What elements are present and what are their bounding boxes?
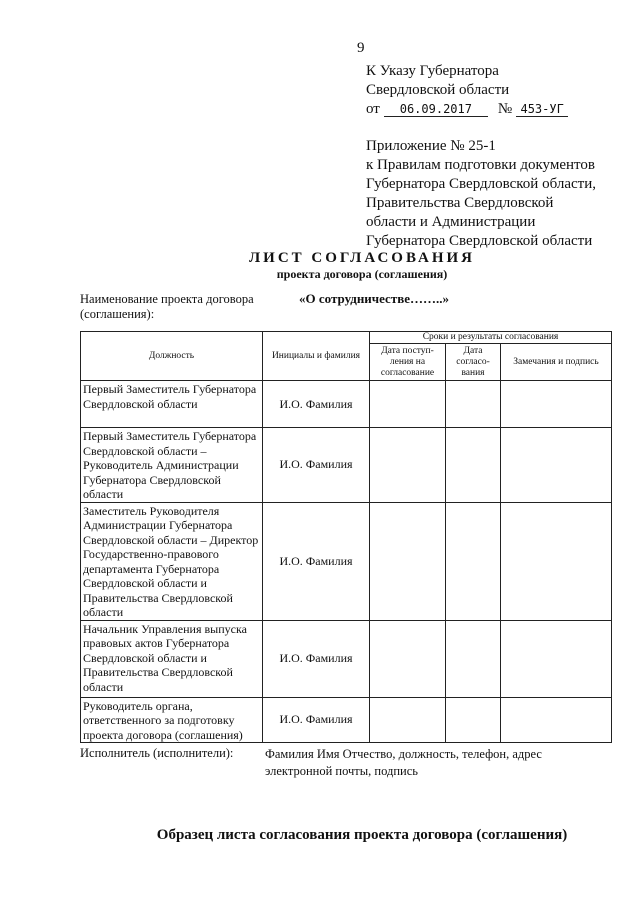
decree-date: 06.09.2017 (384, 102, 488, 117)
remarks-cell (501, 502, 612, 620)
decree-reference (366, 62, 568, 119)
appendix-line: Губернатора Свердловской области (366, 233, 593, 249)
date-approved-cell (446, 428, 501, 503)
remarks-cell (501, 697, 612, 743)
date-received-cell (370, 620, 446, 697)
initials-cell: И.О. Фамилия (263, 428, 370, 503)
header-approval-group: Сроки и результаты согласования (370, 332, 612, 344)
appendix-line: Приложение № 25-1 (366, 138, 496, 154)
project-name-value: «О сотрудничестве……..» (299, 291, 450, 306)
appendix-reference (366, 137, 596, 251)
appendix-line: к Правилам подготовки документов (366, 157, 595, 173)
initials-cell: И.О. Фамилия (263, 502, 370, 620)
date-approved-cell (446, 381, 501, 428)
appendix-line: Правительства Свердловской (366, 195, 554, 211)
position-cell: Первый Заместитель Губернатора Свердловской области (81, 381, 263, 428)
date-received-cell (370, 428, 446, 503)
decree-line-2: Свердловской области (366, 82, 510, 98)
table-header-row (81, 332, 612, 344)
date-approved-cell (446, 502, 501, 620)
appendix-line: области и Администрации (366, 214, 536, 230)
sample-caption: Образец листа согласования проекта договора (соглашения) (156, 827, 568, 843)
number-label: № (497, 101, 513, 117)
position-cell: Начальник Управления выпуска правовых актов Губернатора Свердловской области и Правительства Свердловской области (81, 620, 263, 697)
header-remarks: Замечания и подпись (501, 344, 612, 381)
ot-label: от (366, 101, 380, 117)
table-row (81, 381, 612, 428)
table-row (81, 697, 612, 743)
project-name-label (80, 292, 270, 322)
approval-table (80, 331, 612, 743)
header-initials: Инициалы и фамилия (263, 332, 370, 381)
date-received-cell (370, 381, 446, 428)
remarks-cell (501, 381, 612, 428)
document-subtitle: проекта договора (соглашения) (276, 267, 448, 281)
remarks-cell (501, 428, 612, 503)
initials-cell: И.О. Фамилия (263, 381, 370, 428)
date-received-cell (370, 502, 446, 620)
date-approved-cell (446, 620, 501, 697)
date-received-cell (370, 697, 446, 743)
page-number: 9 (357, 40, 365, 56)
initials-cell: И.О. Фамилия (263, 620, 370, 697)
appendix-line: Губернатора Свердловской области, (366, 176, 596, 192)
position-cell: Заместитель Руководителя Администрации Губернатора Свердловской области – Директор Государственно-правового департамента Губернатора Свердловской области и Правительства Свердловской области (81, 502, 263, 620)
header-position: Должность (81, 332, 263, 381)
initials-cell: И.О. Фамилия (263, 697, 370, 743)
project-name-label-text: Наименование проекта договора (соглашения): (80, 292, 254, 321)
executor-value: Фамилия Имя Отчество, должность, телефон, адрес электронной почты, подпись (265, 747, 542, 778)
header-date-approved: Дата согласо-вания (446, 344, 501, 381)
position-cell: Руководитель органа, ответственного за подготовку проекта договора (соглашения) (81, 697, 263, 743)
executor-label: Исполнитель (исполнители): (80, 746, 234, 760)
table-row (81, 502, 612, 620)
table-row (81, 428, 612, 503)
table-row (81, 620, 612, 697)
decree-date-line (366, 100, 568, 119)
remarks-cell (501, 620, 612, 697)
position-cell: Первый Заместитель Губернатора Свердловской области – Руководитель Администрации Губернатора Свердловской области (81, 428, 263, 503)
document-title: ЛИСТ СОГЛАСОВАНИЯ (248, 250, 476, 266)
date-approved-cell (446, 697, 501, 743)
decree-number: 453-УГ (516, 102, 568, 117)
decree-line-1: К Указу Губернатора (366, 63, 499, 79)
header-date-received: Дата поступ-ления на согласование (370, 344, 446, 381)
